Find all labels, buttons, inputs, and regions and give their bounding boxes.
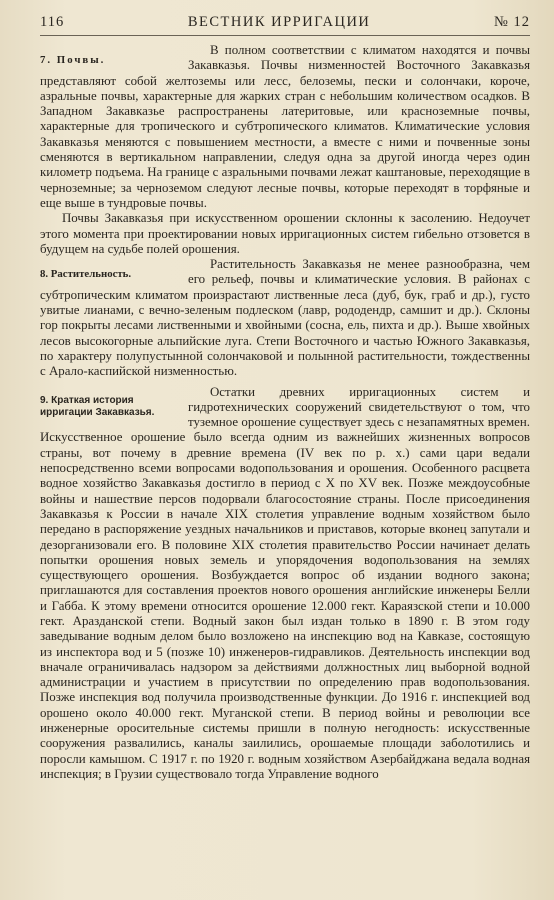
section-heading-soils: 7. Почвы.: [40, 54, 106, 66]
journal-title: ВЕСТНИК ИРРИГАЦИИ: [187, 14, 371, 30]
soils-paragraph-2: Почвы Закавказья при искусственном орошении склонны к засолению. Недоучет этого момента при проектировании новых ирригационных систем гибельно отзовется в будущем на судьбе полей орошения.: [40, 211, 530, 256]
history-paragraph-1: Остатки древних ирригационных систем и гидротехнических сооружений свидетельствуют о том, что туземное орошение существует здесь с незапамятных времен. Искусственное орошение было всегда одним из важнейших жизненных вопросов страны, вот почему в древние времена (IV век по р. х.) сами цари ведали непосредственно всеми вопросами водопользования и орошения. Особенного расцвета водное хозяйство Закавказья достигло в период с X по XV век. Позже междоусобные войны и нашествие персов подорвали благосостояние страны. После присоединения Закавказья к России в начале XIX столетия управление водным хозяйством было передано в распоряжение уездных начальников и приставов, которые вконец запутали и дезорганизовали его. В половине XIX столетия правительство России начинает делать попытки орошения новых земель и упорядочения водопользования на землях существующего орошения. Возбуждается вопрос об издании водного закона; приглашаются для составления проектов нового орошения английские инженеры Белли и Габба. К этому времени относится орошение 12.000 гект. Караязской степи и 10.000 гект. Аразданской степи. Водный закон был издан только в 1890 г. В этом году заведывание водным делом было возложено на инспекцию вод на Кавказе, состоящую из инспектора вод и 5 (позже 10) инженеров-гидравликов. Деятельность инспекции вод вначале ограничивалась надзором за действиями должностных лиц выборной водной администрации и участием в присутствии по определению прав водопользования. Позже инспекция вод получила производственные функции. До 1916 г. инспекцией вод орошено около 40.000 гект. Муганской степи. В период войны и революции все инженерные оросительные системы пришли в полную негодность: искусственные сооружения развалились, каналы заилились, орошаемые площади заболотились и поросли камышом. С 1917 г. по 1920 г. водным хозяйством Азербайджана ведала водная инспекция; в Грузии существовало тогда Управление водного: [40, 384, 530, 781]
soils-paragraph-1: В полном соответствии с климатом находятся и почвы Закавказья. Почвы низменностей Восточного Закавказья представляют собой желтоземы или лесс, белоземы, пески и солончаки, короче, азральные почвы, характерные для жарких стран с небольшим количеством осадков. В Западном Закавказье распространены латеритовые, или красноземные почвы, характерные для тропического и субтропического климатов. Климатические условия Закавказья меняются с повышением местности, а вместе с ними и почвенные зоны сменяются в вертикальном направлении, следуя одна за другой иногда через один километр подъема. На границе с азральными почвами лежат каштановые, переходящие в черноземные; за черноземом следуют лесные почвы, которые переходят в торфяные и еще выше в тундровые почвы.: [40, 43, 531, 210]
section-heading-vegetation: 8. Растительность.: [40, 268, 132, 281]
section-heading-history: 9. Краткая история ирригации Закавказья.: [40, 394, 155, 418]
vegetation-paragraph-1: Растительность Закавказья не менее разнообразна, чем его рельеф, почвы и климатические условия. В районах с субтропическим климатом произрастают лиственные леса (дуб, бук, граб и др.), густо увитые лианами, с вечно-зеленым подлеском (лавр, рододендр, самшит и др.). Склоны гор покрыты лесами лиственными и хвойными (сосна, ель, пихта и др.). Выше хвойных лесов высокогорные альпийские луга. Степи Восточного и частью Южного Закавказья, по характеру полупустынной солончаковой и полынной растительности, тождественны с Арало-каспийской низменностью.: [40, 257, 530, 379]
section-history: [40, 385, 530, 783]
section-soils: [40, 43, 530, 257]
page-number: 116: [40, 14, 65, 30]
running-header: [40, 14, 530, 36]
section-vegetation: [40, 257, 530, 379]
article-body: [40, 43, 530, 782]
issue-number: № 12: [494, 14, 530, 30]
